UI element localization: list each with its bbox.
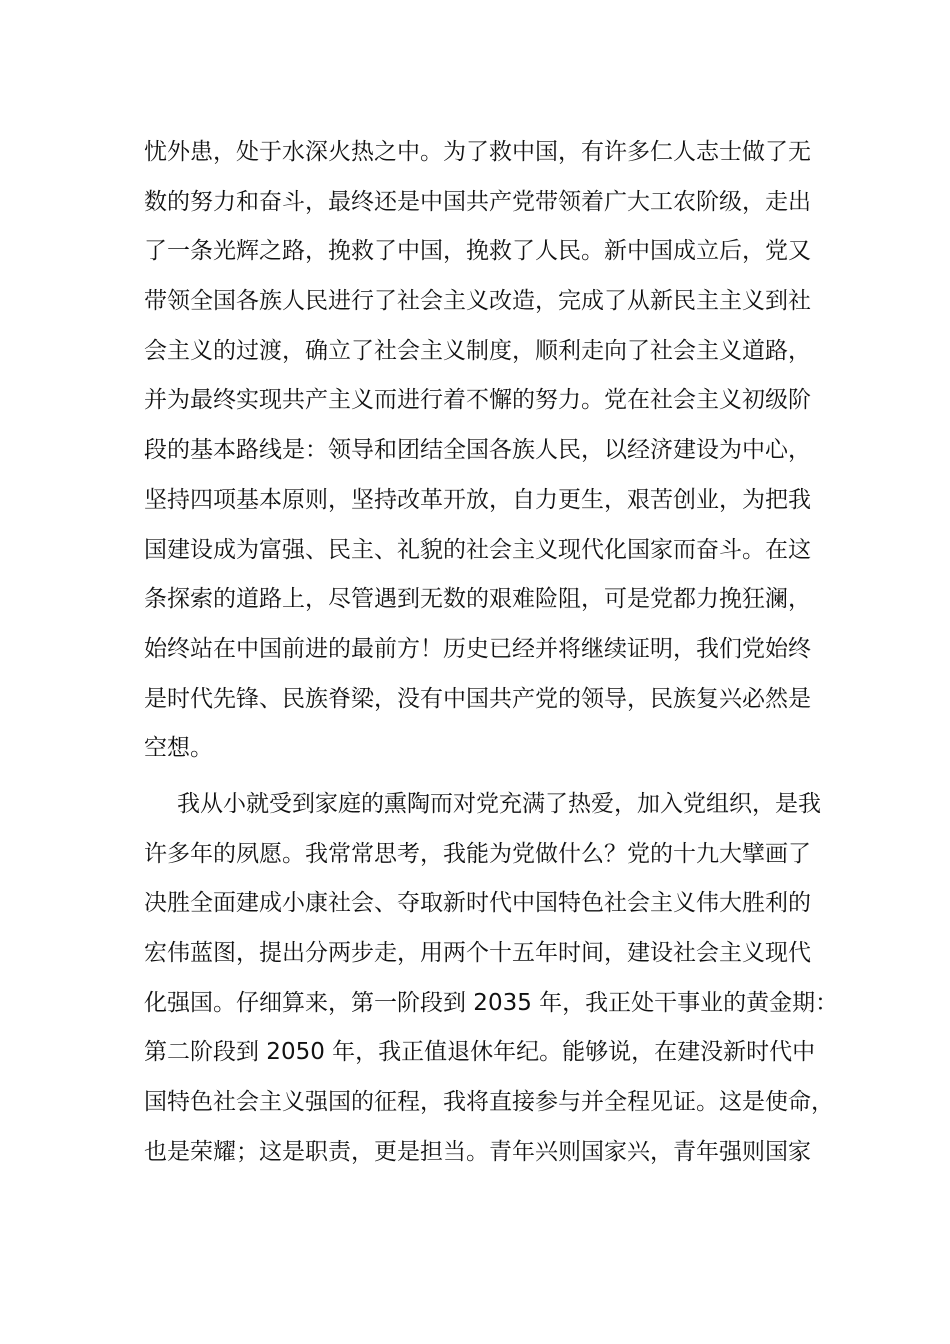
text-line: 始终站在中国前进的最前方！历史已经并将继续证明，我们党始终 (144, 635, 811, 662)
text-line: 了一条光辉之路，挽救了中国，挽救了人民。新中国成立后，党又 (144, 238, 811, 265)
text-line: 决胜全面建成小康社会、夺取新时代中国特色社会主义伟大胜利的 (144, 890, 811, 917)
text-line: 段的基本路线是：领导和团结全国各族人民，以经济建设为中心， (144, 437, 811, 464)
paragraph-1 (144, 128, 809, 774)
text-line: 带领全国各族人民进行了社会主义改造，完成了从新民主主义到社 (144, 288, 811, 315)
text-line: 国建设成为富强、民主、礼貌的社会主义现代化国家而奋斗。在这 (144, 536, 811, 563)
text-line: 并为最终实现共产主义而进行着不懈的努力。党在社会主义初级阶 (144, 387, 811, 414)
text-line: 国特色社会主义强国的征程，我将直接参与并全程见证。这是使命， (144, 1089, 834, 1116)
text-line: 化强国。仔细算来，第一阶段到 2035 年，我正处干事业的黄金期： (144, 989, 839, 1016)
text-line-first: 我从小就受到家庭的熏陶而对党充满了热爱，加入党组织，是我 (177, 790, 821, 817)
text-line: 许多年的夙愿。我常常思考，我能为党做什么？党的十九大擘画了 (144, 840, 811, 867)
text-line: 条探索的道路上，尽管遇到无数的艰难险阻，可是党都力挽狂澜， (144, 586, 811, 613)
text-line: 宏伟蓝图，提出分两步走，用两个十五年时间，建设社会主义现代 (144, 940, 811, 966)
text-line: 也是荣耀；这是职责，更是担当。青年兴则国家兴，青年强则国家 (144, 1138, 811, 1165)
text-line: 忧外患，处于水深火热之中。为了救中国，有许多仁人志士做了无 (144, 139, 811, 165)
text-line: 数的努力和奋斗，最终还是中国共产党带领着广大工农阶级，走出 (144, 188, 811, 215)
paragraph-2 (144, 780, 839, 1178)
document-body (144, 128, 839, 1177)
text-line: 第二阶段到 2050 年，我正值退休年纪。能够说，在建没新时代中 (144, 1039, 816, 1066)
text-line: 坚持四项基本原则，坚持改革开放，自力更生，艰苦创业，为把我 (144, 486, 811, 513)
text-line: 是时代先锋、民族脊梁，没有中国共产党的领导，民族复兴必然是 (144, 685, 811, 712)
text-line: 会主义的过渡，确立了社会主义制度，顺利走向了社会主义道路， (144, 337, 811, 364)
text-line-last: 空想。 (144, 735, 213, 762)
